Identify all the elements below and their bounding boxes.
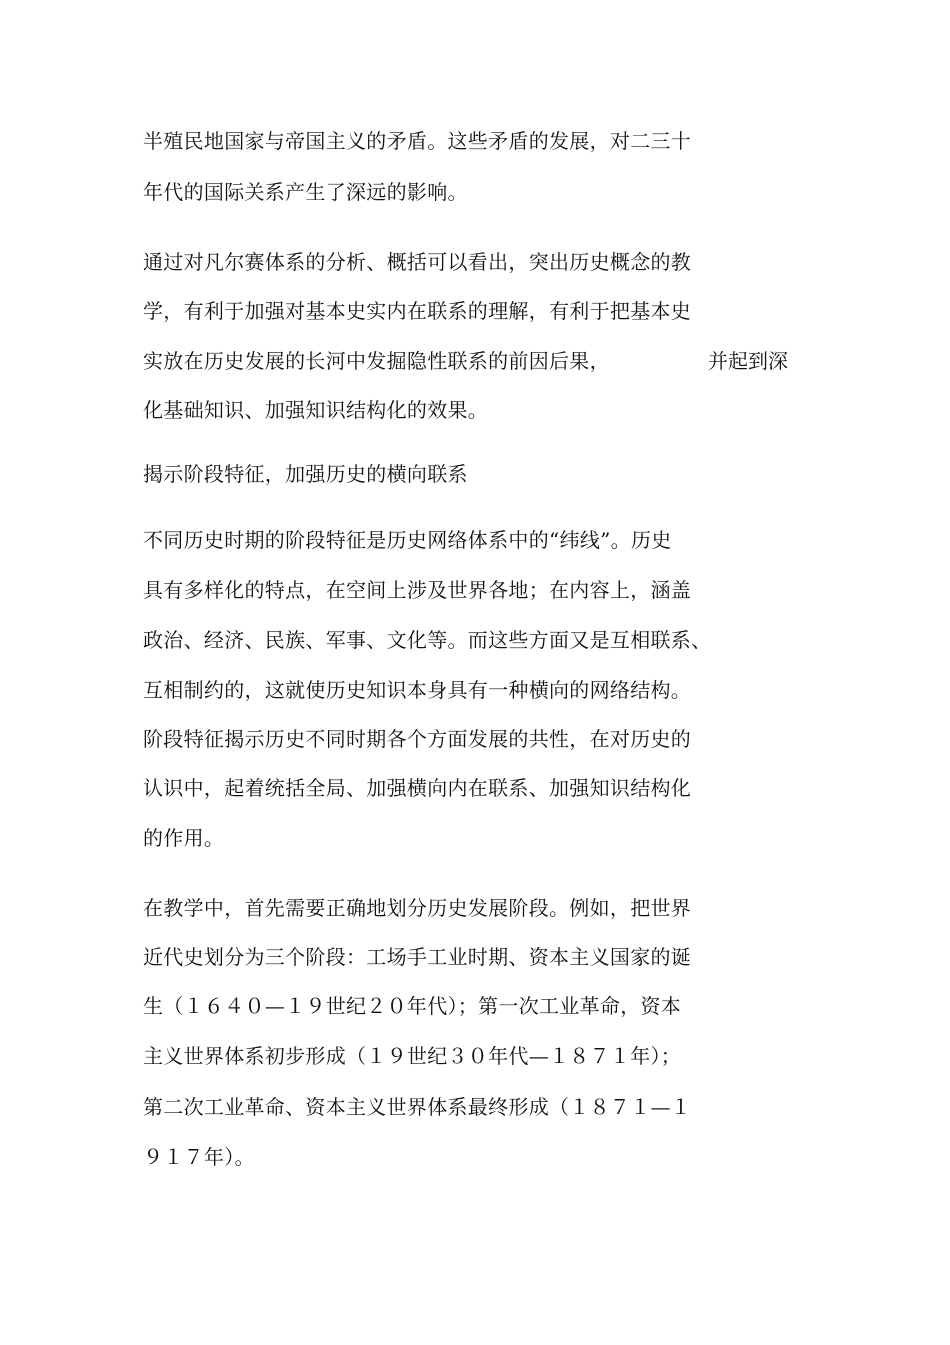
section-heading: 揭示阶段特征，加强历史的横向联系	[143, 462, 468, 486]
paragraph-2-line-3: 实放在历史发展的长河中发掘隐性联系的前因后果，	[143, 349, 610, 373]
paragraph-3-line-6: 认识中，起着统括全局、加强横向内在联系、加强知识结构化	[143, 776, 692, 800]
paragraph-2-line-3-tail: 并起到深	[708, 349, 788, 373]
paragraph-1-line-1: 半殖民地国家与帝国主义的矛盾。这些矛盾的发展，对二三十	[143, 129, 692, 153]
paragraph-4-line-5: 第二次工业革命、资本主义世界体系最终形成（１８７１—１	[143, 1095, 692, 1119]
paragraph-2-line-2: 学，有利于加强对基本史实内在联系的理解，有利于把基本史	[143, 299, 692, 323]
paragraph-3-line-7: 的作用。	[143, 826, 225, 850]
paragraph-4-line-3: 生（１６４０—１９世纪２０年代）；第一次工业革命，资本	[143, 994, 682, 1018]
paragraph-4-line-1: 在教学中，首先需要正确地划分历史发展阶段。例如，把世界	[143, 896, 692, 920]
paragraph-3-line-4: 互相制约的，这就使历史知识本身具有一种横向的网络结构。	[143, 678, 692, 702]
paragraph-3-line-2: 具有多样化的特点，在空间上涉及世界各地；在内容上，涵盖	[143, 578, 692, 602]
paragraph-4-line-2: 近代史划分为三个阶段：工场手工业时期、资本主义国家的诞	[143, 945, 692, 969]
paragraph-4-line-4: 主义世界体系初步形成（１９世纪３０年代—１８７１年）；	[143, 1044, 682, 1068]
paragraph-2-line-1: 通过对凡尔赛体系的分析、概括可以看出，突出历史概念的教	[143, 250, 692, 274]
paragraph-2-line-4: 化基础知识、加强知识结构化的效果。	[143, 398, 489, 422]
paragraph-3-line-3: 政治、经济、民族、军事、文化等。而这些方面又是互相联系、	[143, 628, 712, 652]
paragraph-1-line-2: 年代的国际关系产生了深远的影响。	[143, 180, 468, 204]
paragraph-3-line-1: 不同历史时期的阶段特征是历史网络体系中的“纬线”。历史	[143, 528, 672, 552]
paragraph-4-line-6: ９１７年）。	[143, 1145, 255, 1169]
paragraph-3-line-5: 阶段特征揭示历史不同时期各个方面发展的共性，在对历史的	[143, 727, 692, 751]
